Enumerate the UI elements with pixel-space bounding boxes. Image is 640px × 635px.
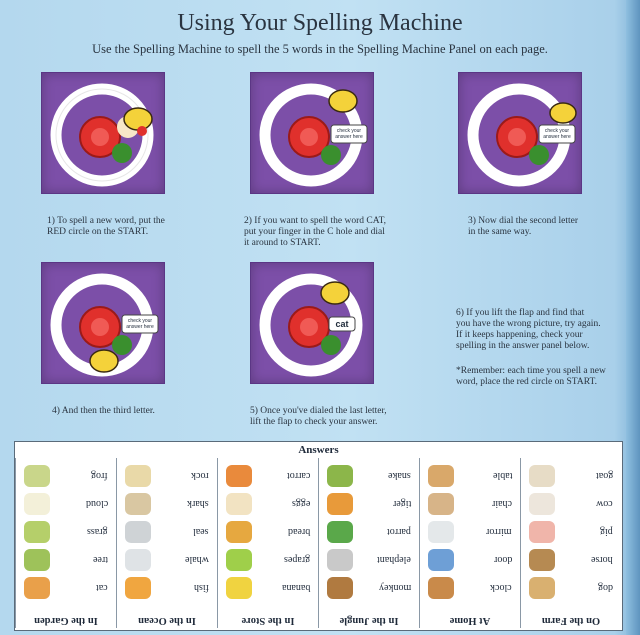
answer-word: cow: [596, 498, 613, 509]
answer-word: bread: [287, 526, 310, 537]
bread-picture: [226, 521, 252, 543]
answer-row: [319, 574, 419, 602]
spelling-machine-step-4[interactable]: [41, 262, 165, 384]
answer-column-garden: [15, 458, 116, 628]
answer-word: cat: [335, 319, 349, 329]
answer-row: [521, 574, 621, 602]
chair-picture: [428, 493, 454, 515]
answer-row: [319, 490, 419, 518]
page-title: Using Your Spelling Machine: [177, 10, 463, 36]
answer-word: shark: [187, 498, 209, 509]
goat-picture: [529, 465, 555, 487]
answer-word: eggs: [291, 498, 310, 509]
answer-row: [319, 462, 419, 490]
answer-word: clock: [490, 582, 512, 593]
answer-row: [16, 518, 116, 546]
grapes-picture: [226, 549, 252, 571]
answer-word: tiger: [392, 498, 411, 509]
clock-picture: [428, 577, 454, 599]
shark-picture: [125, 493, 151, 515]
page-subtitle: Use the Spelling Machine to spell the 5 words in the Spelling Machine Panel on each page.: [92, 42, 548, 56]
answer-word: pig: [600, 526, 613, 537]
caption-line: put your finger in the C hole and dial: [244, 227, 385, 237]
horse-picture: [529, 549, 555, 571]
fish-picture: [125, 577, 151, 599]
whale-picture: [125, 549, 151, 571]
answer-column-jungle: [318, 458, 419, 628]
caption-line: 2) If you want to spell the word CAT,: [244, 216, 387, 226]
answer-row: [521, 462, 621, 490]
answer-word: parrot: [387, 526, 411, 537]
door-picture: [428, 549, 454, 571]
note-line: 6) If you lift the flap and find that: [456, 308, 585, 318]
spelling-machine-step-1[interactable]: [41, 72, 165, 194]
answer-row: [420, 518, 520, 546]
step-5-caption: [250, 406, 440, 428]
answer-word: fish: [194, 582, 209, 593]
answer-word: dog: [598, 582, 613, 593]
step-3-caption: [468, 216, 618, 238]
answer-row: [420, 462, 520, 490]
note-line: If it keeps happening, check your: [456, 330, 583, 340]
answer-row: [16, 462, 116, 490]
answer-row: [521, 546, 621, 574]
carrot-picture: [226, 465, 252, 487]
grass-picture: [24, 521, 50, 543]
caption-line: 4) And then the third letter.: [52, 406, 155, 416]
column-heading: In the Ocean: [138, 615, 196, 626]
answer-word: mirror: [486, 526, 512, 537]
answer-word: seal: [193, 526, 209, 537]
pig-picture: [529, 521, 555, 543]
dog-picture: [529, 577, 555, 599]
book-spine: [626, 0, 640, 635]
answer-row: [16, 490, 116, 518]
snake-picture: [327, 465, 353, 487]
answer-word: horse: [591, 554, 613, 565]
answer-word: frog: [91, 470, 108, 481]
answer-word: chair: [492, 498, 512, 509]
answer-row: [218, 490, 318, 518]
flap-label: check your answer here: [335, 128, 363, 140]
step-2-caption: [244, 216, 434, 249]
answer-word: carrot: [286, 470, 310, 481]
caption-line: lift the flap to check your answer.: [250, 417, 378, 427]
answer-row: [218, 462, 318, 490]
answer-word: cloud: [85, 498, 108, 509]
answer-word: tree: [93, 554, 108, 565]
answer-row: [420, 546, 520, 574]
spelling-machine-step-3[interactable]: [458, 72, 582, 194]
answer-word: goat: [595, 470, 613, 481]
answer-word: snake: [388, 470, 411, 481]
parrot-picture: [327, 521, 353, 543]
seal-picture: [125, 521, 151, 543]
spelling-dial-illustration: [251, 263, 373, 383]
remember-note: [456, 366, 626, 388]
flap-label: check your answer here: [543, 128, 571, 140]
eggs-picture: [226, 493, 252, 515]
spelling-machine-step-2[interactable]: [250, 72, 374, 194]
rock-picture: [125, 465, 151, 487]
answer-word: grass: [87, 526, 108, 537]
table-picture: [428, 465, 454, 487]
answers-title: Answers: [298, 444, 339, 456]
answer-row: [16, 546, 116, 574]
answer-word: table: [492, 470, 512, 481]
column-heading: In the Garden: [34, 615, 98, 626]
cloud-picture: [24, 493, 50, 515]
answer-row: [521, 518, 621, 546]
note-line: you have the wrong picture, try again.: [456, 319, 601, 329]
answer-row: [218, 574, 318, 602]
caption-line: it around to START.: [244, 238, 321, 248]
answer-column-ocean: [116, 458, 217, 628]
column-heading: In the Jungle: [339, 615, 399, 626]
answer-word: elephant: [377, 554, 411, 565]
answer-word: door: [493, 554, 512, 565]
answer-column-home: [419, 458, 520, 628]
note-line: word, place the red circle on START.: [456, 377, 597, 387]
answer-word: rock: [191, 470, 209, 481]
answer-row: [117, 518, 217, 546]
tree-picture: [24, 549, 50, 571]
answer-row: [521, 490, 621, 518]
answer-row: [319, 546, 419, 574]
caption-line: 5) Once you've dialed the last letter,: [250, 406, 387, 416]
spelling-dial-illustration: [42, 73, 164, 193]
column-heading: In the Store: [241, 615, 295, 626]
answers-panel: [14, 441, 623, 631]
answer-column-store: [217, 458, 318, 628]
answer-row: [117, 490, 217, 518]
answer-word: monkey: [378, 582, 411, 593]
step-1-caption: [47, 216, 237, 238]
caption-line: 1) To spell a new word, put the: [47, 216, 165, 226]
answer-row: [218, 518, 318, 546]
elephant-picture: [327, 549, 353, 571]
answer-word: whale: [185, 554, 209, 565]
step-4-caption: [52, 406, 242, 417]
answer-word: grapes: [283, 554, 310, 565]
answer-row: [117, 462, 217, 490]
tiger-picture: [327, 493, 353, 515]
cat-picture: [24, 577, 50, 599]
column-heading: At Home: [449, 615, 491, 626]
answer-row: [218, 546, 318, 574]
flap-label: check your answer here: [126, 318, 154, 330]
step-6-note: [456, 308, 626, 352]
answer-word: banana: [281, 582, 310, 593]
note-line: *Remember: each time you spell a new: [456, 366, 606, 376]
answer-row: [117, 574, 217, 602]
answer-row: [319, 518, 419, 546]
frog-picture: [24, 465, 50, 487]
answer-row: [16, 574, 116, 602]
banana-picture: [226, 577, 252, 599]
answer-row: [420, 490, 520, 518]
caption-line: in the same way.: [468, 227, 532, 237]
mirror-picture: [428, 521, 454, 543]
monkey-picture: [327, 577, 353, 599]
spelling-machine-step-5[interactable]: [250, 262, 374, 384]
answer-row: [117, 546, 217, 574]
column-heading: On the Farm: [541, 615, 601, 626]
answer-row: [420, 574, 520, 602]
answer-word: cat: [96, 582, 108, 593]
caption-line: 3) Now dial the second letter: [468, 216, 579, 226]
caption-line: RED circle on the START.: [47, 227, 149, 237]
note-line: spelling in the answer panel below.: [456, 341, 590, 351]
answer-column-farm: [520, 458, 621, 628]
cow-picture: [529, 493, 555, 515]
